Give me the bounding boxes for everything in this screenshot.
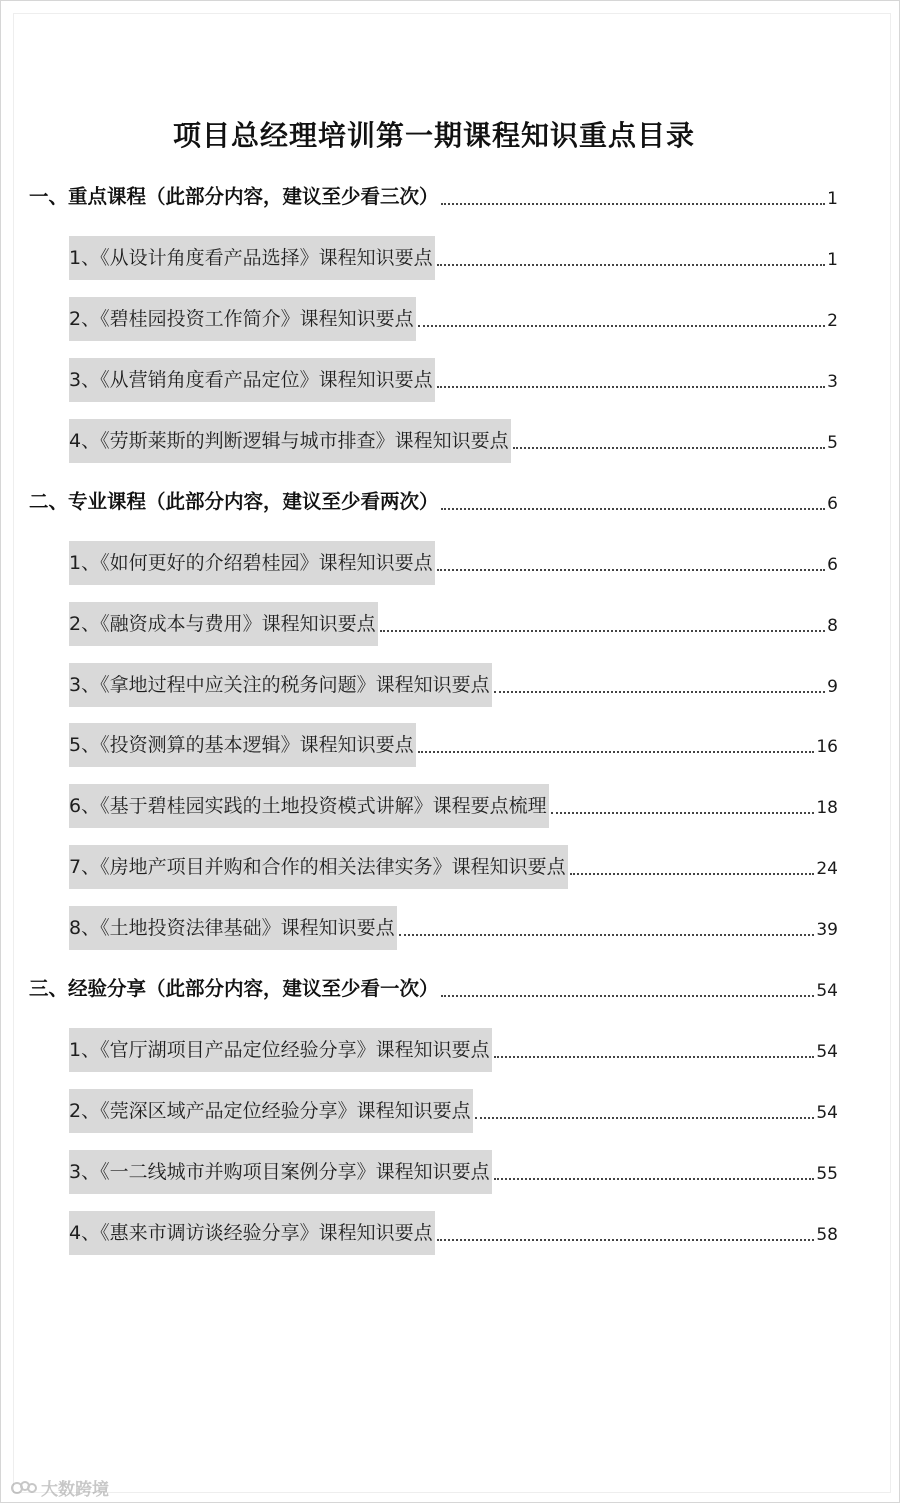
dot-leader bbox=[441, 508, 826, 510]
dot-leader bbox=[418, 751, 815, 753]
dot-leader bbox=[437, 264, 826, 266]
toc-page-number: 1 bbox=[827, 189, 838, 210]
watermark bbox=[11, 1475, 109, 1500]
document-title: 项目总经理培训第一期课程知识重点目录 bbox=[172, 119, 695, 152]
dot-leader bbox=[475, 1117, 815, 1119]
dot-leader bbox=[441, 203, 826, 205]
toc-entry[interactable] bbox=[1, 837, 900, 898]
toc-page-number: 16 bbox=[816, 737, 838, 758]
dot-leader bbox=[437, 386, 826, 388]
toc-page-number: 54 bbox=[816, 1041, 838, 1062]
dot-leader bbox=[399, 934, 815, 936]
toc-entry-label: 2、《融资成本与费用》课程知识要点 bbox=[69, 602, 378, 646]
toc-entry[interactable] bbox=[1, 1202, 900, 1263]
dot-leader bbox=[551, 812, 815, 814]
toc-page-number: 39 bbox=[816, 920, 838, 941]
toc-entry[interactable] bbox=[1, 776, 900, 837]
toc-entry[interactable] bbox=[1, 898, 900, 959]
toc-entry[interactable] bbox=[1, 532, 900, 593]
toc-entry[interactable] bbox=[1, 1080, 900, 1141]
toc-entry[interactable] bbox=[1, 289, 900, 350]
toc-entry[interactable] bbox=[1, 1141, 900, 1202]
toc-entry-label: 7、《房地产项目并购和合作的相关法律实务》课程知识要点 bbox=[69, 845, 568, 889]
toc-page-number: 55 bbox=[816, 1163, 838, 1184]
dot-leader bbox=[441, 995, 815, 997]
toc-page-number: 58 bbox=[816, 1224, 838, 1245]
toc-entry-label: 5、《投资测算的基本逻辑》课程知识要点 bbox=[69, 723, 416, 767]
dot-leader bbox=[570, 873, 815, 875]
toc-entry[interactable] bbox=[1, 654, 900, 715]
toc-section-label: 一、重点课程（此部分内容，建议至少看三次） bbox=[29, 185, 439, 209]
toc-section-heading[interactable] bbox=[1, 167, 900, 228]
toc-page-number: 1 bbox=[827, 250, 838, 271]
toc-entry-label: 4、《劳斯莱斯的判断逻辑与城市排查》课程知识要点 bbox=[69, 419, 511, 463]
dot-leader bbox=[418, 325, 826, 327]
toc-entry[interactable] bbox=[1, 1019, 900, 1080]
toc-page-number: 54 bbox=[816, 1102, 838, 1123]
watermark-text: 大数跨境 bbox=[41, 1480, 109, 1500]
toc-entry-label: 3、《拿地过程中应关注的税务问题》课程知识要点 bbox=[69, 663, 492, 707]
brand-logo-icon bbox=[11, 1479, 37, 1497]
dot-leader bbox=[513, 447, 826, 449]
toc-section-label: 二、专业课程（此部分内容，建议至少看两次） bbox=[29, 489, 439, 513]
toc-entry-label: 4、《惠来市调访谈经验分享》课程知识要点 bbox=[69, 1211, 435, 1255]
toc-entry-label: 1、《从设计角度看产品选择》课程知识要点 bbox=[69, 236, 435, 280]
dot-leader bbox=[494, 691, 826, 693]
toc-entry[interactable] bbox=[1, 593, 900, 654]
toc-entry-label: 3、《一二线城市并购项目案例分享》课程知识要点 bbox=[69, 1150, 492, 1194]
toc-entry-label: 2、《莞深区域产品定位经验分享》课程知识要点 bbox=[69, 1089, 473, 1133]
toc-entry-label: 2、《碧桂园投资工作简介》课程知识要点 bbox=[69, 297, 416, 341]
toc-page-number: 8 bbox=[827, 615, 838, 636]
toc-page-number: 6 bbox=[827, 493, 838, 514]
toc-entry-label: 1、《如何更好的介绍碧桂园》课程知识要点 bbox=[69, 541, 435, 585]
dot-leader bbox=[494, 1056, 815, 1058]
dot-leader bbox=[380, 630, 826, 632]
dot-leader bbox=[494, 1178, 815, 1180]
toc-page-number: 54 bbox=[816, 981, 838, 1002]
toc-entry-label: 3、《从营销角度看产品定位》课程知识要点 bbox=[69, 358, 435, 402]
toc-section-heading[interactable] bbox=[1, 959, 900, 1020]
toc-entry[interactable] bbox=[1, 228, 900, 289]
toc-entry[interactable] bbox=[1, 350, 900, 411]
dot-leader bbox=[437, 1239, 815, 1241]
dot-leader bbox=[437, 569, 826, 571]
toc-page-number: 9 bbox=[827, 676, 838, 697]
toc-page-number: 2 bbox=[827, 311, 838, 332]
toc-entry-label: 6、《基于碧桂园实践的土地投资模式讲解》课程要点梳理 bbox=[69, 784, 549, 828]
toc-entry[interactable] bbox=[1, 715, 900, 776]
toc-page-number: 6 bbox=[827, 554, 838, 575]
toc-entry-label: 1、《官厅湖项目产品定位经验分享》课程知识要点 bbox=[69, 1028, 492, 1072]
toc-page-number: 24 bbox=[816, 859, 838, 880]
toc-page-number: 5 bbox=[827, 433, 838, 453]
toc-entry[interactable] bbox=[1, 411, 900, 472]
toc-page-number: 3 bbox=[827, 372, 838, 393]
toc-page-number: 18 bbox=[816, 798, 838, 819]
toc-section-heading[interactable] bbox=[1, 471, 900, 532]
toc-section-label: 三、经验分享（此部分内容，建议至少看一次） bbox=[29, 977, 439, 1001]
table-of-contents bbox=[1, 167, 900, 1263]
toc-entry-label: 8、《土地投资法律基础》课程知识要点 bbox=[69, 906, 397, 950]
